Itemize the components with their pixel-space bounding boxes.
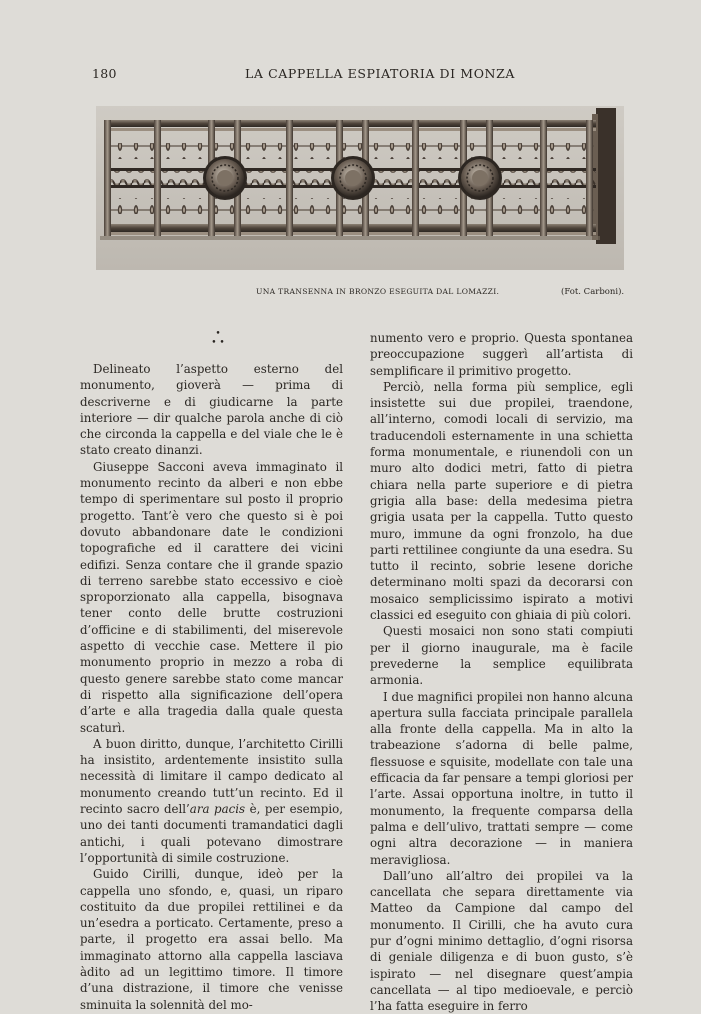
bronze-screen-illustration	[96, 106, 624, 270]
paragraph	[80, 736, 343, 866]
ornament-bottom: • •	[211, 338, 225, 348]
paragraph: Giuseppe Sacconi aveva immaginato il monumento recinto da alberi e non ebbe tempo di sperimentare sul posto il proprio progetto. Tant’è vero che questo si è poi dovuto abbandonare date le condizioni topografiche ed il carattere dei vicini edifizi. Senza contare che il grande spazio di terreno sarebbe stato eccessivo e cioè sproporzionato alla cappella, bisognava tener conto delle brutte costruzioni d’officine e di stabilimenti, del miserevole aspetto di vecchie case. Mettere il pio monumento proprio in mezzo a roba di questo genere sarebbe stato come mancar di rispetto alla significazione dell’opera d’arte e alla tragedia dalla quale questa scaturì.	[80, 459, 343, 735]
paragraph-text: A buon diritto, dunque, l’architetto Cirilli ha insistito, ardentemente insistito sulla necessità di limitare il campo dedicato al monumento creando tutt’un recinto. Ed il recinto sacro dell’	[80, 736, 343, 817]
italic-term: ara pacis	[189, 802, 246, 817]
paragraph: Dall’uno all’altro dei propilei va la cancellata che separa direttamente via Matteo da Campione dal campo del monumento. Il Cirilli, che ha avuto cura pur d’ogni minimo dettaglio, d’ogni risorsa di geniale diligenza e di buon gusto, s’è ispirato — nel disegnare quest’ampia cancellata — al tipo medioevale, e perciò l’ha fatta eseguire in ferro	[370, 868, 633, 1014]
ornament-top: •	[215, 329, 221, 339]
right-text-column	[370, 330, 633, 1014]
paragraph: Questi mosaici non sono stati compiuti per il giorno inaugurale, ma è facile prevederne la semplice equilibrata armonia.	[370, 624, 633, 688]
bronze-screen-photo	[96, 106, 624, 270]
paragraph: numento vero e proprio. Questa spontanea preoccupazione suggerì all’artista di semplificare il primitivo progetto.	[370, 331, 633, 378]
paragraph: Delineato l’aspetto esterno del monumento, gioverà — prima di descriverne e di giudicarne la parte interiore — dir qualche parola anche di ciò che circonda la cappella e del viale che le è stato creato dinanzi.	[80, 362, 343, 458]
running-title: LA CAPPELLA ESPIATORIA DI MONZA	[245, 66, 515, 81]
section-ornament	[203, 330, 233, 348]
paragraph-text: è, per esempio, uno dei tanti documenti tramandatici dagli antichi, i quali potevano dimostrare l’opportunità di simile costruzione.	[80, 802, 343, 865]
paragraph: Guido Cirilli, dunque, ideò per la cappella uno sfondo, e, quasi, un riparo costituito da due propilei rettilinei e da un’esedra a porticato. Certamente, preso a parte, il progetto era assai bello. Ma immaginato attorno alla cappella lasciava àdito ad un legittimo timore. Il timore d’una distrazione, il timore che venisse sminuita la solennità del mo-	[80, 867, 343, 1012]
left-text-column	[80, 361, 343, 1013]
paragraph: Perciò, nella forma più semplice, egli insistette sui due propilei, traendone, all’interno, comodi locali di servizio, ma traducendoli esternamente in una schietta forma monumentale, e riunendoli con un muro alto dodici metri, fatto di pietra chiara nella parte superiore e di pietra grigia alla base: della medesima pietra grigia usata per la cappella. Tutto questo muro, immune da ogni fronzolo, ha due parti rettilinee congiunte da una esedra. Su tutto il recinto, sobrie lesene doriche determinano molti spazi da decorarsi con mosaico semplicissimo ispirato a motivi classici ed eseguito con ghiaia di più colori.	[370, 379, 633, 623]
paragraph: I due magnifici propilei non hanno alcuna apertura sulla facciata principale parallela alla fronte della cappella. Ma in alto la trabeazione s’adorna di belle palme, flessuose e squisite, modellate con tale una efficacia da far pensare a tempi gloriosi per l’arte. Assai opportuna inoltre, in tutto il monumento, la frequente comparsa della palma e dell’ulivo, trattati sempre — come ogni altra decorazione — in maniera meravigliosa.	[370, 689, 633, 867]
page-number: 180	[92, 66, 117, 81]
figure-caption: UNA TRANSENNA IN BRONZO ESEGUITA DAL LOMAZZI.	[256, 287, 500, 296]
photo-credit: (Fot. Carboni).	[561, 287, 625, 297]
